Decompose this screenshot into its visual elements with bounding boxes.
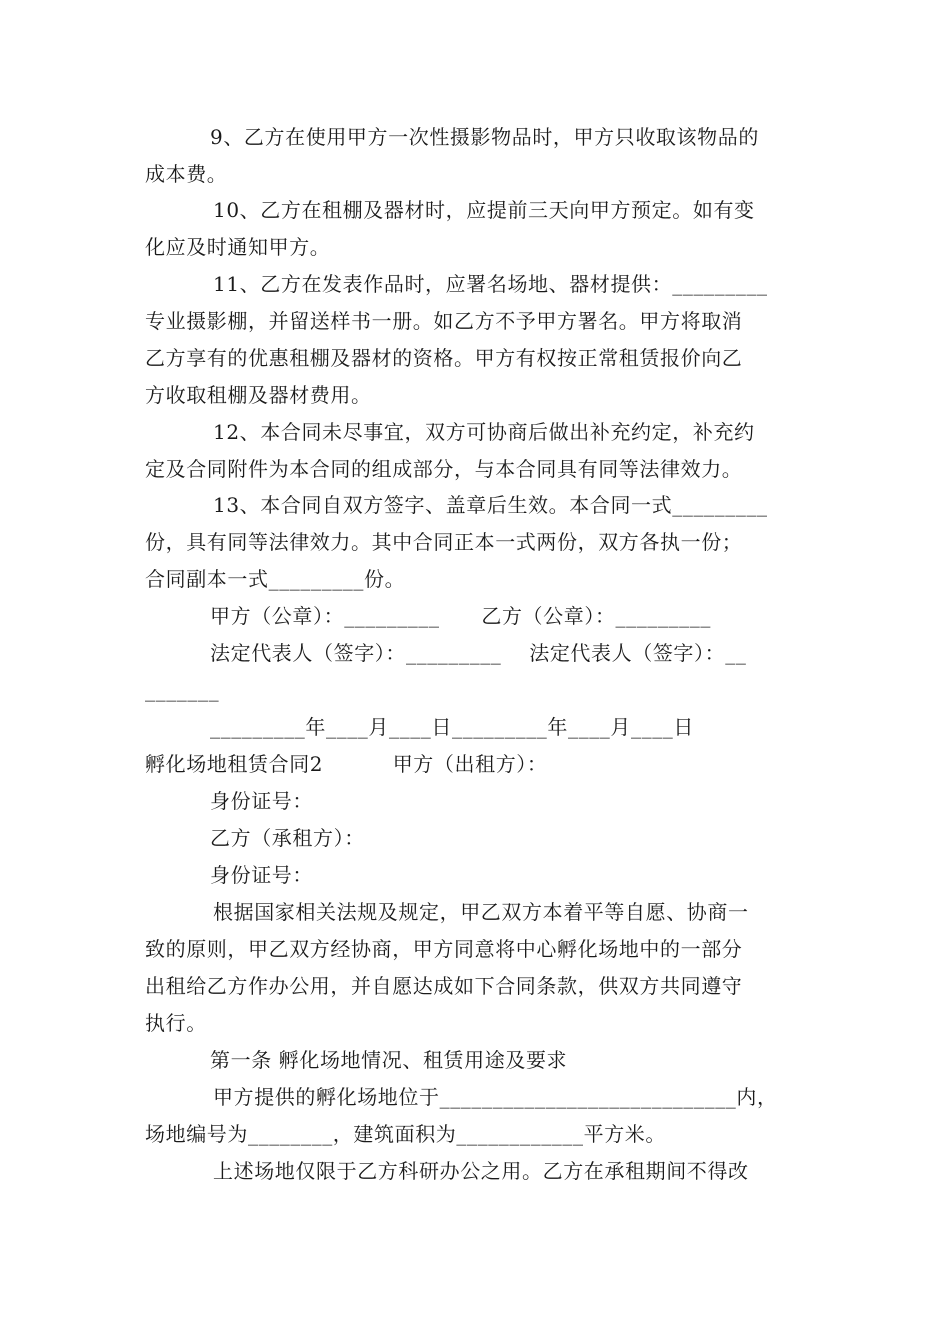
preamble-line-2: 致的原则，甲乙双方经协商，甲方同意将中心孵化场地中的一部分: [145, 937, 743, 961]
party-b-id-line: 身份证号：: [210, 863, 313, 887]
preamble-line-4: 执行。: [145, 1011, 207, 1035]
seal-line: 甲方（公章）：_________ 乙方（公章）：_________: [210, 604, 711, 628]
clause-13-line-1: 13、本合同自双方签字、盖章后生效。本合同一式_________: [213, 493, 768, 517]
article-1-line-3: 上述场地仅限于乙方科研办公之用。乙方在承租期间不得改: [213, 1159, 749, 1183]
date-line: _________年____月____日_________年____月____日: [210, 715, 694, 739]
clause-11-line-3: 乙方享有的优惠租棚及器材的资格。甲方有权按正常租赁报价向乙: [145, 346, 743, 370]
signature-line: 法定代表人（签字）：_________ 法定代表人（签字）：__: [210, 641, 747, 665]
clause-13-line-2: 份，具有同等法律效力。其中合同正本一式两份，双方各执一份；: [145, 530, 743, 554]
clause-11-line-1: 11、乙方在发表作品时，应署名场地、器材提供：_________: [213, 272, 768, 296]
clause-11-line-4: 方收取租棚及器材费用。: [145, 383, 372, 407]
signature-line-wrap: _______: [145, 678, 220, 702]
preamble-line-1: 根据国家相关法规及规定，甲乙双方本着平等自愿、协商一: [213, 900, 749, 924]
article-1-line-1: 甲方提供的孵化场地位于____________________________内，: [213, 1085, 778, 1109]
party-a-id-line: 身份证号：: [210, 789, 313, 813]
article-1-heading: 第一条 孵化场地情况、租赁用途及要求: [210, 1048, 568, 1072]
contract-2-title-line: 孵化场地租赁合同2 甲方（出租方）：: [145, 752, 548, 776]
clause-11-line-2: 专业摄影棚，并留送样书一册。如乙方不予甲方署名。甲方将取消: [145, 309, 743, 333]
clause-9-line-2: 成本费。: [145, 162, 228, 186]
clause-12-line-2: 定及合同附件为本合同的组成部分，与本合同具有同等法律效力。: [145, 457, 743, 481]
preamble-line-3: 出租给乙方作办公用，并自愿达成如下合同条款，供双方共同遵守: [145, 974, 743, 998]
clause-9-line-1: 9、乙方在使用甲方一次性摄影物品时，甲方只收取该物品的: [210, 125, 759, 149]
clause-10-line-1: 10、乙方在租棚及器材时，应提前三天向甲方预定。如有变: [213, 198, 755, 222]
clause-12-line-1: 12、本合同未尽事宜，双方可协商后做出补充约定，补充约: [213, 420, 755, 444]
clause-10-line-2: 化应及时通知甲方。: [145, 235, 331, 259]
article-1-line-2: 场地编号为________，建筑面积为____________平方米。: [145, 1122, 666, 1146]
party-b-line: 乙方（承租方）：: [210, 826, 365, 850]
clause-13-line-3: 合同副本一式_________份。: [145, 567, 406, 591]
